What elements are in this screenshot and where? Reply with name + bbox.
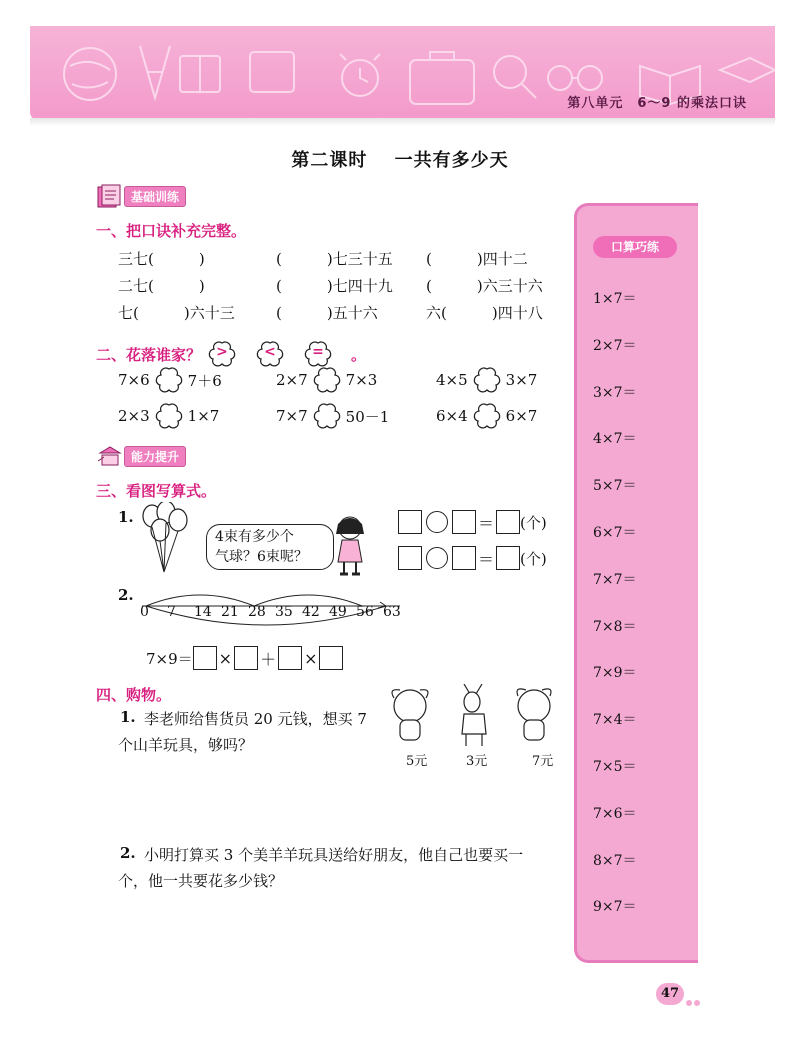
practice-item: 7×9＝ (593, 665, 637, 682)
section-3-title: 三、看图写算式。 (96, 482, 217, 500)
tick-label: 21 (221, 604, 239, 620)
right-expression: 50－1 (345, 407, 390, 426)
practice-item: 5×7＝ (593, 478, 637, 495)
equals-sign: ＝ (478, 549, 495, 569)
left-expression: 2×3 (118, 407, 150, 425)
unit-title: 第八单元 6～9 的乘法口诀 (567, 96, 747, 111)
practice-item: 7×8＝ (593, 618, 637, 635)
answer-box[interactable] (452, 510, 476, 534)
flower-option[interactable] (207, 340, 237, 368)
section-2-header (96, 340, 366, 368)
flower-option-symbol: < (264, 344, 276, 360)
advance-label: 能力提升 (124, 446, 186, 467)
book-stack-icon (96, 183, 122, 209)
comparison-item (118, 402, 219, 430)
fill-blank-item: 二七( ) (118, 277, 205, 295)
section-1-title: 一、把口诀补充完整。 (96, 222, 247, 240)
s4-q1-line2: 个山羊玩具，够吗？ (118, 736, 254, 754)
tick-label: 0 (140, 604, 149, 620)
plus-sign: ＋ (260, 649, 277, 669)
s4-q2-line2: 个，他一共要花多少钱？ (118, 872, 284, 890)
practice-item: 9×7＝ (593, 899, 637, 916)
practice-item: 7×4＝ (593, 712, 637, 729)
tick-label: 14 (194, 604, 212, 620)
practice-item: 4×7＝ (593, 431, 637, 448)
s4-q1-number: 1. (120, 708, 136, 726)
section-4-title: 四、购物。 (96, 686, 172, 704)
tick-label: 63 (383, 604, 401, 620)
practice-item: 6×7＝ (593, 525, 637, 541)
balloons-illustration (138, 502, 190, 580)
tick-label: 49 (329, 604, 347, 620)
practice-item: 7×6＝ (593, 805, 637, 822)
equation-row-3 (146, 646, 343, 670)
fill-blank-item: ( )六三十六 (426, 277, 543, 295)
answer-box[interactable] (319, 646, 343, 670)
right-expression: 7×3 (345, 371, 378, 389)
sidebar-title: 口算巧练 (593, 236, 677, 258)
tick-label: 35 (275, 604, 293, 620)
flower-option[interactable] (303, 340, 333, 368)
girl-illustration (330, 512, 372, 580)
practice-item: 7×5＝ (593, 759, 637, 775)
advance-tag (96, 444, 186, 468)
practice-item: 3×7＝ (593, 384, 637, 401)
flower-option[interactable] (255, 340, 285, 368)
s3-q1-number: 1. (118, 508, 134, 526)
tick-label: 28 (248, 604, 266, 620)
answer-flower-blank[interactable] (154, 402, 184, 430)
equals-sign: ＝ (478, 513, 495, 533)
section-2-title: 二、花落谁家？ (96, 345, 202, 364)
s4-q2-line1: 小明打算买 3 个美羊羊玩具送给好朋友，他自己也要买一 (144, 846, 524, 864)
answer-flower-blank[interactable] (472, 366, 502, 394)
practice-item: 8×7＝ (593, 852, 637, 869)
fill-blank-item: ( )五十六 (276, 304, 378, 322)
comparison-item (118, 366, 222, 394)
answer-box[interactable] (234, 646, 258, 670)
left-expression: 7×7 (276, 407, 308, 425)
goat-toys-illustration (386, 684, 574, 748)
price-3: 7元 (532, 754, 554, 769)
practice-item: 1×7＝ (593, 291, 637, 307)
equation-lead: 7×9＝ (146, 649, 193, 668)
left-expression: 2×7 (276, 371, 308, 389)
times-sign: × (304, 648, 318, 668)
s4-q2-number: 2. (120, 844, 136, 862)
basic-training-label: 基础训练 (124, 186, 186, 207)
tick-label: 7 (167, 604, 176, 620)
podium-icon (96, 443, 122, 469)
fill-blank-item: 七( )六十三 (118, 304, 235, 322)
answer-flower-blank[interactable] (312, 366, 342, 394)
answer-box[interactable] (278, 646, 302, 670)
header-banner (30, 26, 775, 120)
practice-item: 2×7＝ (593, 337, 637, 354)
right-expression: 1×7 (187, 407, 220, 425)
equation-row-1 (398, 510, 547, 534)
oral-practice-sidebar (574, 203, 698, 963)
comparison-item (276, 366, 377, 394)
lesson-number: 第二课时 (291, 150, 368, 171)
right-expression: 3×7 (505, 371, 538, 389)
page-number: 47 (656, 983, 684, 1005)
right-expression: 7＋6 (187, 371, 222, 390)
comparison-item (276, 402, 389, 430)
left-expression: 4×5 (436, 371, 468, 389)
s3-q2-number: 2. (118, 586, 134, 604)
times-sign: × (218, 648, 233, 668)
answer-box[interactable] (496, 510, 520, 534)
equation-row-2 (398, 546, 547, 570)
right-expression: 6×7 (505, 407, 538, 425)
fill-blank-item: ( )七四十九 (276, 277, 393, 295)
fill-blank-item: ( )七三十五 (276, 250, 393, 268)
unit-label: (个) (520, 513, 547, 532)
speech-bubble (206, 524, 334, 570)
answer-flower-blank[interactable] (472, 402, 502, 430)
page-dots (686, 991, 702, 1010)
period: 。 (351, 345, 367, 364)
unit-label: (个) (520, 549, 547, 568)
answer-flower-blank[interactable] (312, 402, 342, 430)
practice-item: 7×7＝ (593, 571, 637, 588)
bubble-line-2: 气球？6束呢？ (215, 549, 308, 565)
banner-shadow (30, 118, 775, 126)
comparison-item (436, 402, 537, 430)
lesson-title (0, 146, 800, 172)
flower-option-symbol: = (312, 344, 324, 360)
s4-q1-line1: 李老师给售货员 20 元钱，想买 7 (144, 710, 367, 728)
answer-box[interactable] (398, 510, 422, 534)
operator-circle[interactable] (426, 511, 448, 533)
fill-blank-item: 三七( ) (118, 250, 205, 268)
answer-box[interactable] (452, 546, 476, 570)
fill-blank-item: ( )四十二 (426, 250, 528, 268)
comparison-item (436, 366, 537, 394)
answer-box[interactable] (496, 546, 520, 570)
answer-flower-blank[interactable] (154, 366, 184, 394)
price-2: 3元 (466, 754, 488, 769)
operator-circle[interactable] (426, 547, 448, 569)
flower-option-symbol: > (216, 344, 228, 360)
answer-box[interactable] (398, 546, 422, 570)
fill-blank-item: 六( )四十八 (426, 304, 543, 322)
tick-label: 42 (302, 604, 320, 620)
left-expression: 6×4 (436, 407, 468, 425)
answer-box[interactable] (193, 646, 217, 670)
bubble-line-1: 4束有多少个 (215, 529, 294, 545)
left-expression: 7×6 (118, 371, 150, 389)
tick-label: 56 (356, 604, 374, 620)
lesson-name: 一共有多少天 (394, 150, 509, 171)
basic-training-tag (96, 184, 186, 208)
price-1: 5元 (406, 754, 428, 769)
